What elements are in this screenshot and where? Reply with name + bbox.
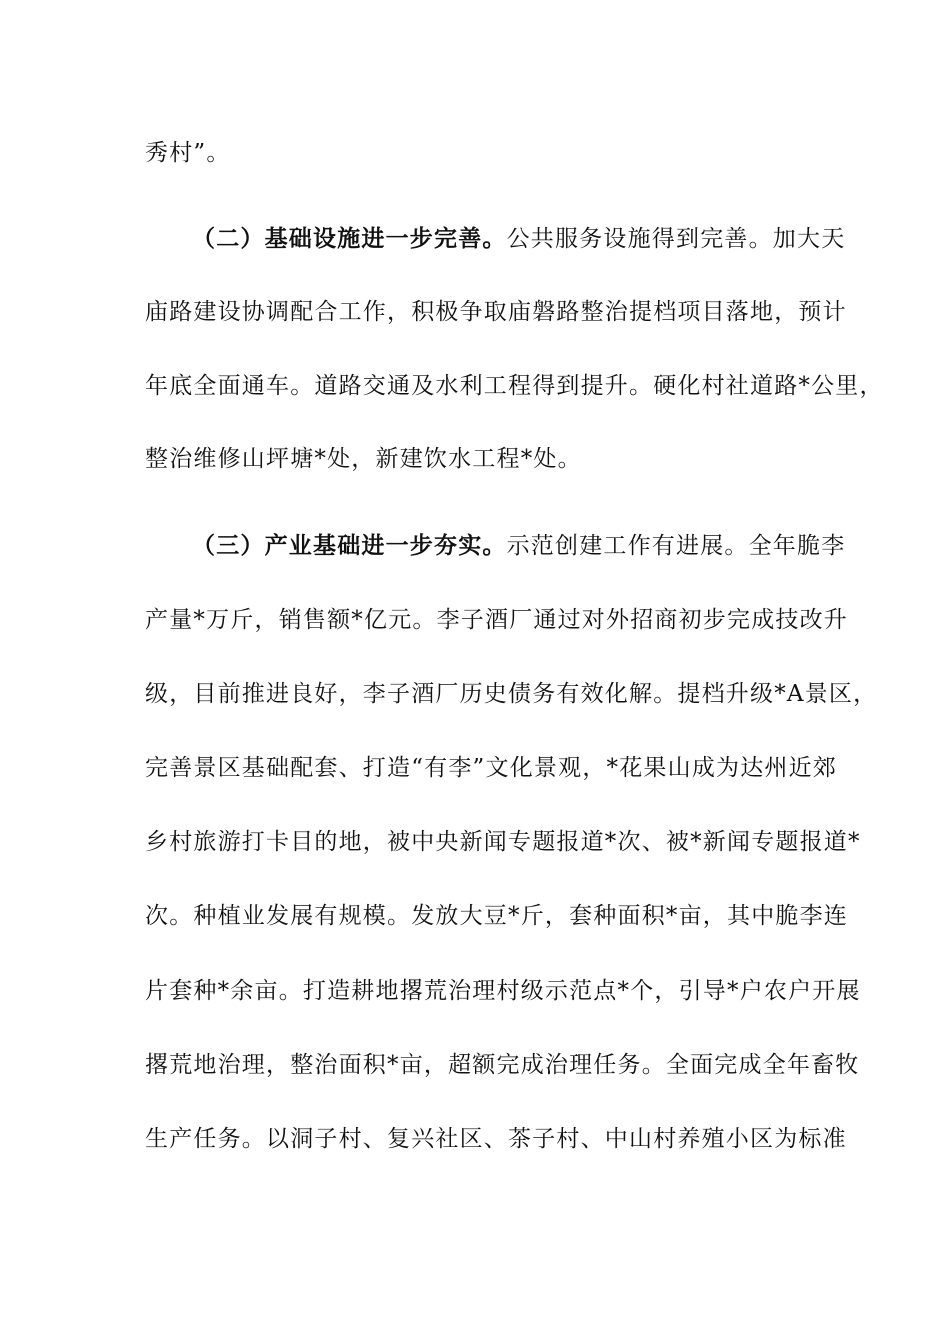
- paragraph-line: [145, 976, 861, 1006]
- paragraph-line: [145, 827, 861, 857]
- body-text: 示范创建工作有进展。全年脆李: [506, 533, 846, 559]
- paragraph-line: [145, 371, 884, 401]
- body-text: 整治维修山坪塘*处，新建饮水工程*处。: [145, 446, 582, 472]
- paragraph-line: [145, 1124, 847, 1154]
- paragraph-line: [145, 138, 231, 168]
- paragraph-line: [192, 224, 845, 254]
- body-text: 公共服务设施得到完善。加大天: [506, 226, 846, 252]
- body-text: 撂荒地治理，整治面积*亩，超额完成治理任务。全面完成全年畜牧: [145, 1052, 860, 1078]
- section-heading: （三）产业基础进一步夯实。: [192, 532, 507, 559]
- paragraph-line: [145, 444, 582, 474]
- body-text: 生产任务。以洞子村、复兴社区、茶子村、中山村养殖小区为标准: [145, 1126, 847, 1152]
- body-text: 产量*万斤，销售额*亿元。李子酒厂通过对外招商初步完成技改升: [145, 607, 848, 633]
- paragraph-line: [145, 901, 848, 931]
- paragraph-line: [145, 297, 847, 327]
- body-text: 次。种植业发展有规模。发放大豆*斤，套种面积*亩，其中脆李连: [145, 903, 848, 929]
- body-text: 年底全面通车。道路交通及水利工程得到提升。硬化村社道路*公里，: [145, 373, 884, 399]
- body-text: 庙路建设协调配合工作，积极争取庙磐路整治提档项目落地，预计: [145, 299, 847, 325]
- body-text: 秀村”。: [145, 140, 231, 166]
- body-text: 片套种*余亩。打造耕地撂荒治理村级示范点*个，引导*户农户开展: [145, 978, 861, 1004]
- paragraph-line: [145, 753, 837, 783]
- paragraph-line: [145, 605, 848, 635]
- body-text: 级，目前推进良好，李子酒厂历史债务有效化解。提档升级*A景区，: [145, 681, 878, 707]
- paragraph-line: [145, 1050, 860, 1080]
- paragraph-line: [145, 679, 877, 709]
- paragraph-line: [192, 531, 845, 561]
- section-heading: （二）基础设施进一步完善。: [192, 225, 507, 252]
- body-text: 完善景区基础配套、打造“有李”文化景观，*花果山成为达州近郊: [145, 755, 838, 781]
- body-text: 乡村旅游打卡目的地，被中央新闻专题报道*次、被*新闻专题报道*: [145, 829, 861, 855]
